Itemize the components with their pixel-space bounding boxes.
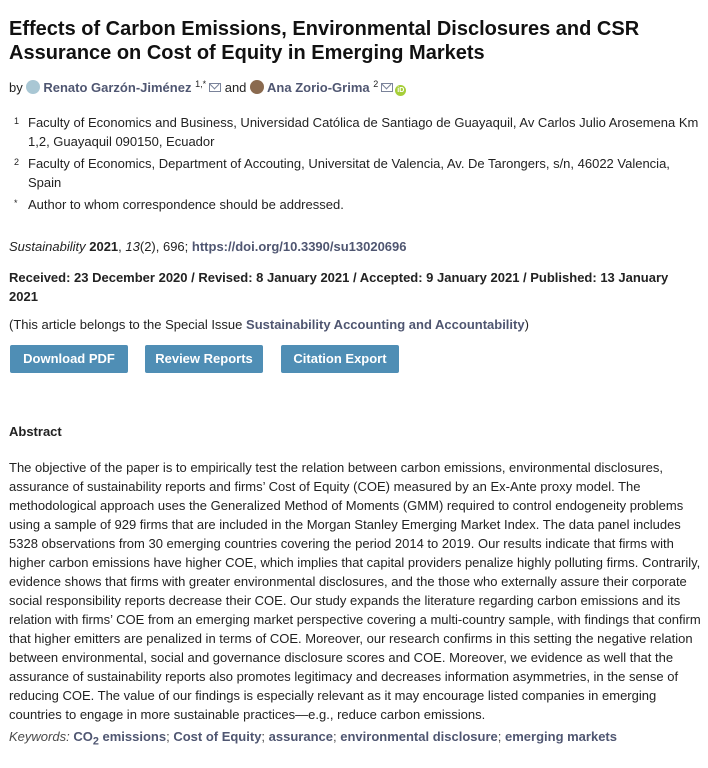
keywords-label: Keywords: (9, 729, 70, 744)
journal-name: Sustainability (9, 239, 86, 254)
citation-export-button[interactable]: Citation Export (281, 345, 399, 373)
affiliation-number: 1 (14, 116, 20, 126)
special-issue-prefix: (This article belongs to the Special Issue (9, 317, 243, 332)
publication-dates: Received: 23 December 2020 / Revised: 8 January 2021 / Accepted: 9 January 2021 / Published: 13 January 2021 (9, 270, 669, 304)
author-link-garzon[interactable]: Renato Garzón-Jiménez (43, 80, 192, 95)
by-label: by (9, 80, 23, 95)
envelope-icon[interactable] (209, 83, 221, 92)
keyword-separator: ; (497, 729, 502, 744)
keyword-separator: ; (333, 729, 337, 744)
author-link-zorio[interactable]: Ana Zorio-Grima (267, 80, 370, 95)
download-pdf-button[interactable]: Download PDF (10, 345, 128, 373)
author-avatar (26, 80, 40, 94)
keyword-assurance[interactable]: assurance (268, 729, 333, 744)
keyword-co2-main: CO (73, 729, 93, 744)
affiliation-text: Faculty of Economics, Department of Accouting, Universitat de Valencia, Av. De Tarongers, s/n, 46022 Valencia, Spain (28, 156, 670, 190)
author-affil-sup: 2 (373, 79, 379, 89)
affiliation-item (14, 113, 704, 151)
abstract-heading: Abstract (9, 424, 62, 439)
review-reports-button[interactable]: Review Reports (145, 345, 263, 373)
keyword-co2-rest: emissions (98, 729, 167, 744)
affiliation-item (14, 195, 704, 214)
envelope-icon[interactable] (381, 83, 393, 92)
keyword-co2-emissions[interactable] (73, 729, 167, 748)
special-issue-link[interactable]: Sustainability Accounting and Accountability (246, 317, 525, 332)
byline (9, 75, 406, 97)
keyword-emerging-markets[interactable]: emerging markets (505, 729, 617, 744)
keywords-line (9, 728, 617, 751)
doi-link[interactable]: https://doi.org/10.3390/su13020696 (191, 239, 407, 254)
citation-year: 2021 (89, 239, 119, 254)
article-title: Effects of Carbon Emissions, Environmental Disclosures and CSR Assurance on Cost of Equity in Emerging Markets (9, 18, 640, 64)
and-label: and (224, 80, 247, 95)
keyword-environmental-disclosure[interactable]: environmental disclosure (340, 729, 498, 744)
keyword-separator: ; (261, 729, 266, 744)
author-affil-sup: 1,* (195, 79, 207, 89)
special-issue-note (9, 316, 529, 334)
orcid-icon[interactable]: iD (397, 87, 405, 94)
keyword-co2-subscript: 2 (92, 735, 99, 748)
citation-line: Sustainability 2021, 13(2), 696; https://doi.org/10.3390/su13020696 (9, 239, 407, 254)
affiliation-number: 2 (14, 157, 20, 167)
special-issue-suffix: ) (524, 317, 529, 332)
affiliation-item (14, 154, 704, 192)
affiliation-text: Author to whom correspondence should be addressed. (28, 197, 344, 212)
affiliation-number: * (14, 198, 18, 208)
citation-issue-pages: (2), 696; (139, 239, 189, 254)
affiliation-text: Faculty of Economics and Business, Universidad Católica de Santiago de Guayaquil, Av Carlos Julio Arosemena Km 1,2, Guayaquil 090150, Ecuador (28, 115, 699, 149)
citation-volume: 13 (125, 239, 140, 254)
keyword-cost-of-equity[interactable]: Cost of Equity (173, 729, 262, 744)
keyword-separator: ; (166, 729, 170, 744)
author-avatar (250, 80, 264, 94)
abstract-text: The objective of the paper is to empirically test the relation between carbon emissions, environmental disclosures, assurance of sustainability reports and firms’ Cost of Equity (COE) measured by an Ex-Ante proxy model. The methodological approach uses the Generalized Method of Moments (GMM) required to control endogeneity problems using a sample of 929 firms that are included in the Morgan Stanley Emerging Market Index. The data panel includes 5328 observations from 30 emerging countries covering the period 2014 to 2019. Our results indicate that firms with higher carbon emissions have higher COE, which implies that capital providers penalize highly polluting firms. Contrarily, evidence shows that firms with greater environmental disclosures, and the those who externally assure their corporate social responsibility reports decrease their COE. Our study expands the literature regarding carbon emissions and its relation with firms’ COE from an emerging market perspective covering a multi-country sample, with findings that confirm that higher emitters are penalized in terms of COE. Moreover, our research confirms in this setting the negative relation between environmental, social and governance disclosure scores and COE. Moreover, we evidence as well that the assurance of sustainability reports also promotes legitimacy and decreases information asymmetries, in the sense of reducing COE. The value of our findings is especially relevant as it may encourage listed companies in emerging countries to engage in more sustainable practices—e.g., reduce carbon emissions. (9, 460, 701, 722)
